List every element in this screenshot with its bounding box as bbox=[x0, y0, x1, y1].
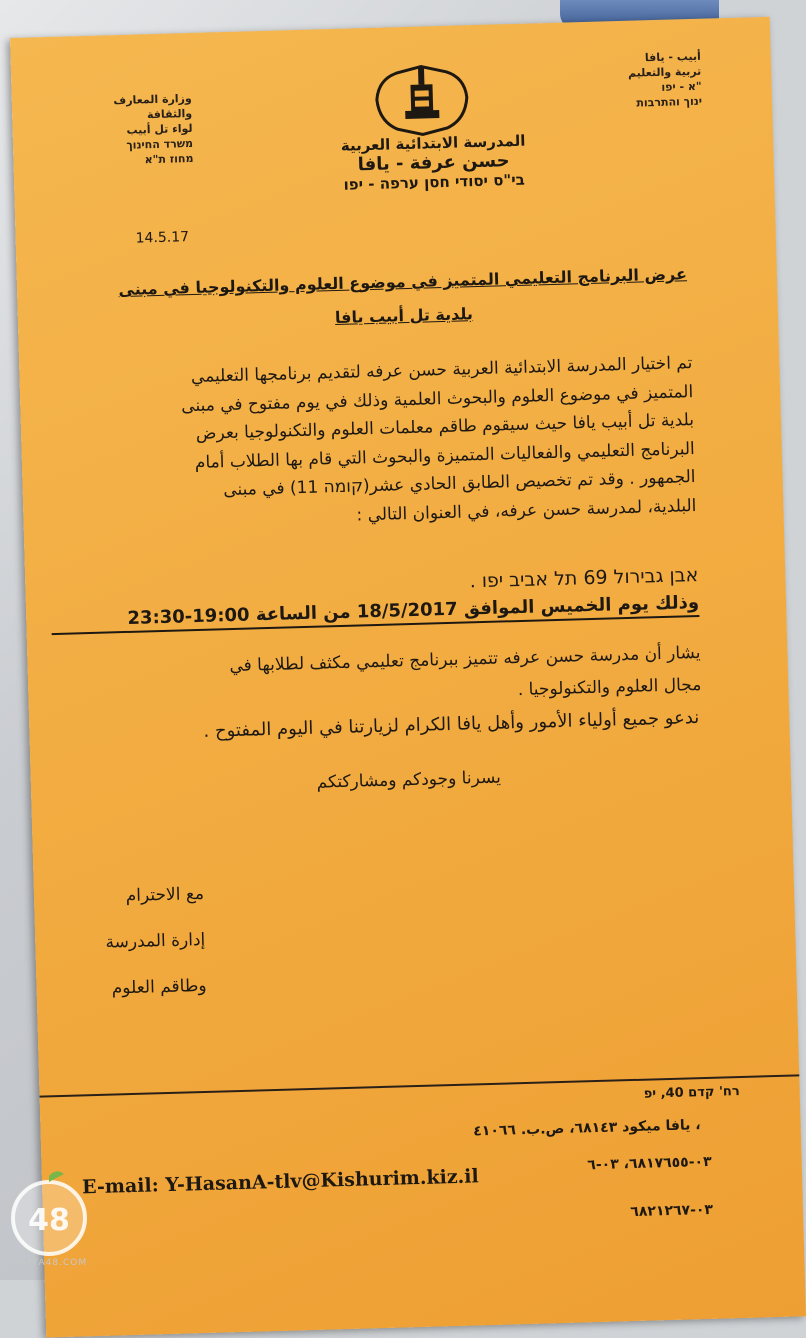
paragraph-line: بلدية تل أبيب يافا حيث سيقوم طاقم معلمات العلوم والتكنولوجيا بعرض bbox=[195, 410, 695, 444]
ministry-line: لواء تل أبيب bbox=[126, 121, 193, 137]
closing-signature bbox=[53, 871, 207, 1013]
municipality-line: "א - יפו bbox=[661, 79, 702, 94]
school-crest-icon bbox=[366, 57, 478, 140]
letter-title bbox=[57, 257, 689, 343]
letter-sheet bbox=[10, 17, 806, 1338]
event-date-line: وذلك يوم الخميس الموافق 18/5/2017 من الساعة 19:00-23:30 bbox=[51, 592, 699, 635]
letter-paragraph bbox=[64, 349, 697, 537]
closing-line: مع الاحترام bbox=[125, 883, 205, 907]
footer-telephone: ٠٣-٦٨١٧٦٥٥، ٠٣-٦ bbox=[587, 1153, 712, 1174]
paragraph-line: البرنامج التعليمي والفعاليات المتميزة والبحوث التي قام بها الطلاب أمام bbox=[194, 438, 696, 473]
closing-line: إدارة المدرسة bbox=[105, 929, 206, 953]
footer-po-box: ، يافا ميكود ٦٨١٤٣، ص.ب. ٤١٠٦٦ bbox=[473, 1117, 701, 1140]
footer-telephone-2: ٠٣-٦٨٢١٢٦٧ bbox=[630, 1201, 714, 1221]
municipality-line: أبيب - يافا bbox=[644, 49, 701, 65]
thanks-line: يسرنا وجودكم ومشاركتكم bbox=[316, 767, 502, 793]
school-name-arabic: المدرسة الابتدائية العربية bbox=[340, 131, 526, 155]
event-address: אבן גבירול 69 תל אביב יפו . bbox=[469, 563, 699, 593]
municipality-line: ינוך והתרבות bbox=[636, 94, 703, 110]
municipality-letterhead bbox=[611, 49, 703, 111]
title-line: بلدية تل أبيب يافا bbox=[334, 304, 474, 328]
ministry-line: وزارة المعارف والثقافة bbox=[113, 91, 193, 122]
logo-caption: YAFFA48.COM bbox=[14, 1258, 88, 1268]
municipality-line: تربية والتعليم bbox=[627, 64, 702, 80]
paragraph-line: البلدية، لمدرسة حسن عرفه، في العنوان التالي : bbox=[356, 495, 697, 526]
school-name-arabic-2: حسن عرفة - يافا bbox=[357, 150, 510, 176]
note-paragraph bbox=[72, 637, 702, 719]
school-name-block bbox=[283, 130, 584, 195]
note-line: يشار أن مدرسة حسن عرفه تتميز ببرنامج تعليمي مكثف لطلابها في bbox=[229, 642, 701, 677]
ministry-line: מחוז ת"א bbox=[144, 151, 194, 167]
logo-number: 48 bbox=[28, 1203, 70, 1238]
footer-email: E-mail: Y-HasanA-tlv@Kishurim.kiz.il bbox=[81, 1165, 479, 1199]
footer-address-hebrew: רח' קדם 40, יפ bbox=[643, 1084, 740, 1102]
closing-line: وطاقم العلوم bbox=[111, 975, 207, 999]
letter-date: 14.5.17 bbox=[135, 229, 190, 247]
ministry-line: משרד החינוך bbox=[126, 136, 194, 152]
invitation-line: ندعو جميع أولياء الأمور وأهل يافا الكرام لزيارتنا في اليوم المفتوح . bbox=[203, 707, 700, 742]
paragraph-line: الجمهور . وقد تم تخصيص الطابق الحادي عشر(קומה 11) في مبنى bbox=[223, 467, 696, 501]
school-name-hebrew: בי"ס יסודי חסן ערפה - יפו bbox=[343, 170, 526, 194]
ministry-letterhead bbox=[82, 91, 194, 169]
paragraph-line: تم اختيار المدرسة الابتدائية العربية حسن عرفه لتقديم برنامجها التعليمي bbox=[190, 353, 693, 388]
note-line: مجال العلوم والتكنولوجيا . bbox=[517, 674, 702, 701]
title-line: عرض البرنامج التعليمي المتميز في موضوع العلوم والتكنولوجيا في مبنى bbox=[118, 264, 688, 300]
paragraph-line: المتميز في موضوع العلوم والبحوث العلمية وذلك في يوم مفتوح في مبنى bbox=[180, 381, 694, 416]
